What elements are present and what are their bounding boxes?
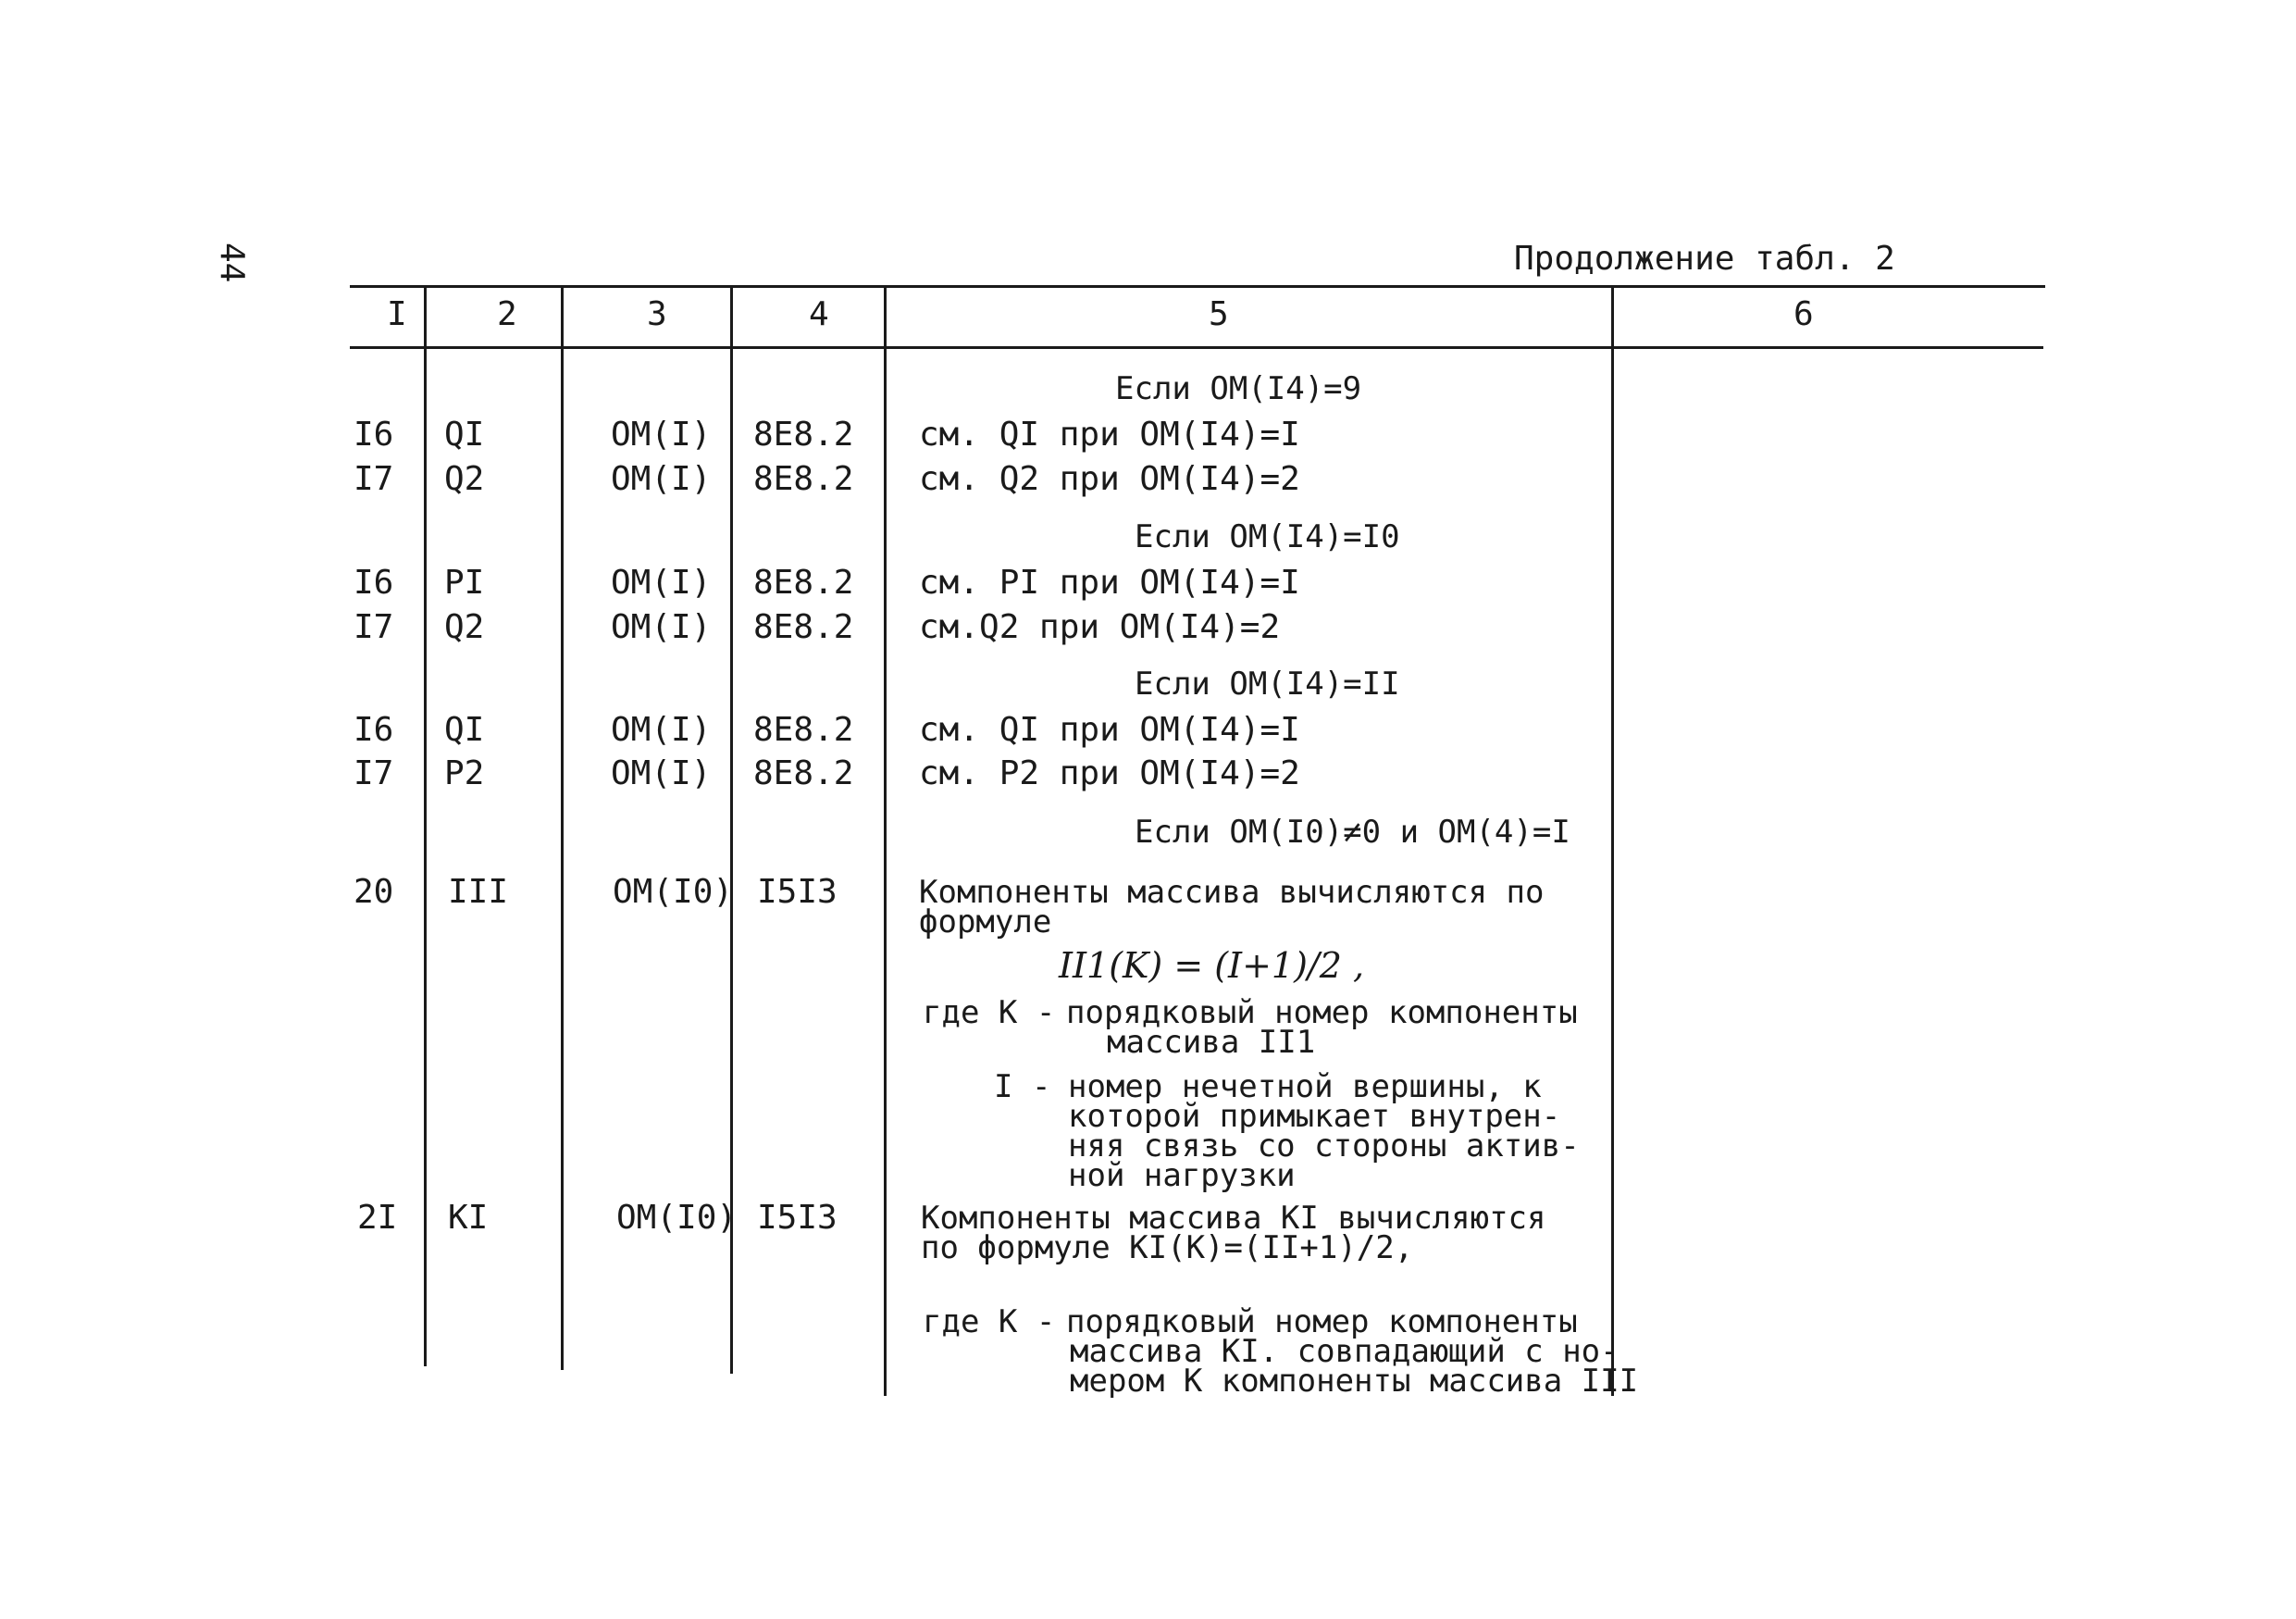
cell-col1: 2I <box>357 1199 398 1237</box>
cell-col2: Q2 <box>444 460 485 498</box>
cell-col4: 8E8.2 <box>753 460 854 498</box>
cell-col3: OM(I) <box>611 416 712 454</box>
cell-col2: III <box>448 873 509 911</box>
col-divider-2 <box>561 285 564 1370</box>
cell-col1: I7 <box>354 460 394 498</box>
header-col-2: 2 <box>497 295 517 333</box>
cell-col4: 8E8.2 <box>753 754 854 792</box>
cell-col3: OM(I) <box>611 460 712 498</box>
row20-desc-line2: формуле <box>919 903 1052 940</box>
cell-col4: I5I3 <box>757 1199 838 1237</box>
cell-col4: 8E8.2 <box>753 711 854 749</box>
cell-col3: OM(I0) <box>616 1199 738 1237</box>
cell-col2: KI <box>448 1199 489 1237</box>
cell-col2: QI <box>444 416 485 454</box>
cell-col2: Q2 <box>444 608 485 646</box>
cell-col1: I6 <box>354 711 394 749</box>
cell-col1: I7 <box>354 754 394 792</box>
condition-4: Если OM(I0)≠0 и OM(4)=I <box>1135 814 1570 851</box>
header-col-1: I <box>387 295 407 333</box>
row21-desc-line2: по формуле KI(K)=(II+1)/2, <box>921 1229 1414 1266</box>
cell-col4: I5I3 <box>757 873 838 911</box>
cell-col3: OM(I) <box>611 711 712 749</box>
row20-i-line4: ной нагрузки <box>1068 1157 1296 1194</box>
header-col-4: 4 <box>809 295 829 333</box>
cell-col2: PI <box>444 564 485 602</box>
cell-col3: OM(I) <box>611 754 712 792</box>
cell-col1: I6 <box>354 564 394 602</box>
condition-3: Если OM(I4)=II <box>1135 666 1400 703</box>
col-divider-5 <box>1611 285 1614 1396</box>
row21-k-line1: порядковый номер компоненты <box>1066 1303 1578 1340</box>
cell-col5: см. Q2 при OM(I4)=2 <box>919 460 1300 498</box>
row20-i-line1: номер нечетной вершины, к <box>1068 1068 1542 1105</box>
cell-col2: P2 <box>444 754 485 792</box>
cell-col2: QI <box>444 711 485 749</box>
condition-1: Если OM(I4)=9 <box>1115 370 1362 407</box>
row20-i-label: I - <box>994 1068 1051 1105</box>
cell-col5: см. PI при OM(I4)=I <box>919 564 1300 602</box>
cell-col3: OM(I) <box>611 564 712 602</box>
header-col-5: 5 <box>1209 295 1229 333</box>
cell-col4: 8E8.2 <box>753 608 854 646</box>
cell-col5: см.Q2 при OM(I4)=2 <box>919 608 1281 646</box>
row21-k-line3: мером К компоненты массива III <box>1070 1363 1639 1400</box>
row20-formula: II1(K) = (I+1)/2 , <box>1059 945 1365 986</box>
row21-desc-line1: Компоненты массива KI вычисляются <box>921 1200 1546 1237</box>
col-divider-4 <box>884 285 887 1396</box>
cell-col1: 20 <box>354 873 394 911</box>
header-col-3: 3 <box>647 295 667 333</box>
row20-k-line1: порядковый номер компоненты <box>1066 994 1578 1031</box>
row21-k-label: где К - <box>923 1303 1056 1340</box>
cell-col1: I6 <box>354 416 394 454</box>
table-top-rule <box>350 285 2045 288</box>
row21-k-line2: массива KI. совпадающий с но- <box>1070 1333 1620 1370</box>
cell-col3: OM(I0) <box>613 873 734 911</box>
col-divider-1 <box>424 285 427 1366</box>
cell-col4: 8E8.2 <box>753 416 854 454</box>
cell-col5: см. QI при OM(I4)=I <box>919 416 1300 454</box>
condition-2: Если OM(I4)=I0 <box>1135 518 1400 555</box>
row20-desc-line1: Компоненты массива вычисляются по <box>919 874 1545 911</box>
header-col-6: 6 <box>1793 295 1814 333</box>
row20-i-line2: которой примыкает внутрен- <box>1068 1098 1561 1135</box>
row20-k-label: где К - <box>923 994 1056 1031</box>
cell-col1: I7 <box>354 608 394 646</box>
header-bottom-rule <box>350 346 2043 349</box>
page-number: 44 <box>213 243 251 283</box>
cell-col4: 8E8.2 <box>753 564 854 602</box>
cell-col5: см. P2 при OM(I4)=2 <box>919 754 1300 792</box>
row20-k-line2: массива II1 <box>1107 1024 1316 1061</box>
cell-col5: см. QI при OM(I4)=I <box>919 711 1300 749</box>
table-caption: Продолжение табл. 2 <box>1514 240 1895 278</box>
cell-col3: OM(I) <box>611 608 712 646</box>
row20-i-line3: няя связь со стороны актив- <box>1068 1127 1580 1164</box>
